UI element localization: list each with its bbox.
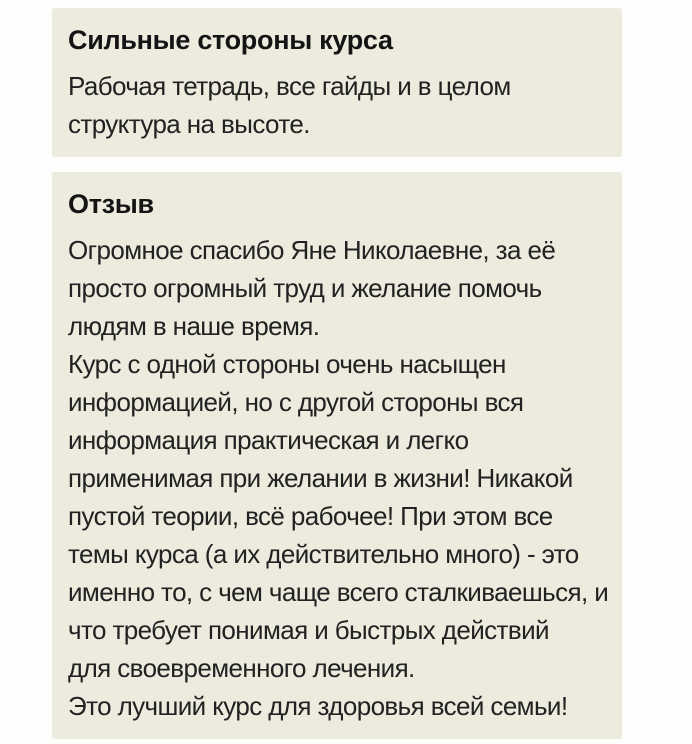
text-line: для своевременного лечения. <box>68 653 415 683</box>
review-text <box>68 231 609 725</box>
review-card <box>52 172 622 739</box>
text-line: применимая при желании в жизни! Никакой <box>68 463 573 493</box>
text-line: темы курса (а их действительно много) - это <box>68 539 579 569</box>
text-line: информацией, но с другой стороны вся <box>68 387 524 417</box>
text-line: Это лучший курс для здоровья всей семьи! <box>68 691 568 721</box>
strengths-card <box>52 8 622 157</box>
strengths-text <box>68 67 606 143</box>
text-line: структура на высоте. <box>68 109 310 139</box>
review-heading: Отзыв <box>68 189 154 219</box>
text-line: людям в наше время. <box>68 311 320 341</box>
text-line: информация практическая и легко <box>68 425 469 455</box>
text-line: что требует понимая и быстрых действий <box>68 615 549 645</box>
text-line: просто огромный труд и желание помочь <box>68 273 542 303</box>
text-line: Огромное спасибо Яне Николаевне, за её <box>68 235 556 265</box>
text-line: пустой теории, всё рабочее! При этом все <box>68 501 553 531</box>
text-line: Курс с одной стороны очень насыщен <box>68 349 506 379</box>
strengths-heading: Сильные стороны курса <box>68 25 393 55</box>
text-line: именно то, с чем чаще всего сталкиваешься, и <box>68 577 609 607</box>
text-line: Рабочая тетрадь, все гайды и в целом <box>68 71 511 101</box>
